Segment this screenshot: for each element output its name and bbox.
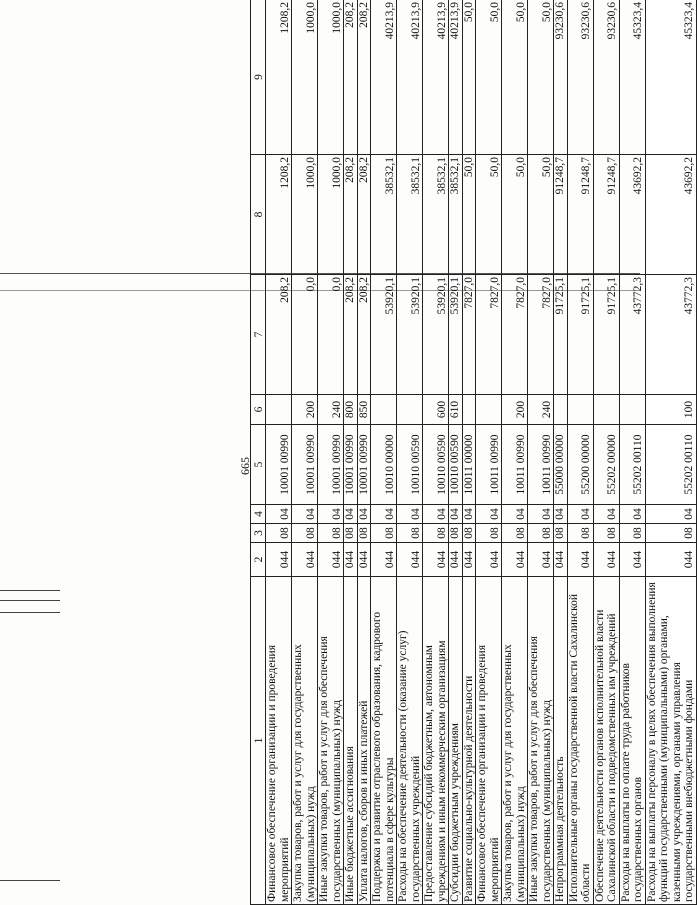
ministry-code-cell: 044 [462,543,476,577]
table-row [528,0,554,905]
amount-col9-cell: 40213,9 [397,0,423,155]
amount-col8-cell: 38532,1 [397,155,423,275]
column-header: 3 [251,524,266,543]
section-code-cell: 08 [593,524,619,543]
ministry-code-cell: 044 [357,543,371,577]
section-code-cell: 08 [645,524,696,543]
column-header: 5 [251,425,266,505]
expense-type-cell [619,395,645,425]
ministry-code-cell: 044 [449,543,463,577]
ministry-code-cell: 044 [619,543,645,577]
subsection-code-cell: 04 [318,505,344,524]
expenditure-name-cell: Субсидии бюджетным учреждениям [449,577,463,905]
amount-col7-cell: 7827,0 [528,275,554,395]
amount-col9-cell: 1000,0 [318,0,344,155]
amount-col7-cell: 43772,3 [645,275,696,395]
target-article-cell: 10001 00990 [292,425,318,505]
amount-col8-cell: 38532,1 [423,155,449,275]
subsection-code-cell: 04 [423,505,449,524]
expense-type-cell: 100 [645,395,696,425]
expenditure-name-cell: Расходы на выплаты по оплате труда работников государственных органов [619,577,645,905]
section-code-cell: 08 [423,524,449,543]
expenditure-name-cell: Расходы на выплаты персоналу в целях обеспечения выполнения функций государственными (муниципальными) органами, казенными учреждениями, органами управления государственными внебюджетными фондами [645,577,696,905]
expense-type-cell: 200 [292,395,318,425]
target-article-cell: 10010 00000 [371,425,397,505]
column-header: 4 [251,505,266,524]
expense-type-cell [593,395,619,425]
amount-col7-cell: 91725,1 [567,275,593,395]
amount-col8-cell: 50,0 [502,155,528,275]
section-code-cell: 08 [344,524,358,543]
amount-col8-cell: 208,2 [357,155,371,275]
amount-col9-cell: 50,0 [502,0,528,155]
page-number: 665 [238,457,252,475]
amount-col8-cell: 50,0 [476,155,502,275]
ministry-code-cell: 044 [528,543,554,577]
amount-col7-cell: 7827,0 [476,275,502,395]
table-row [476,0,502,905]
expense-type-cell: 800 [344,395,358,425]
amount-col8-cell: 208,2 [344,155,358,275]
section-code-cell: 08 [462,524,476,543]
table-row [619,0,645,905]
amount-col9-cell: 40213,9 [423,0,449,155]
expense-type-cell [476,395,502,425]
amount-col7-cell: 91725,1 [593,275,619,395]
expense-type-cell [371,395,397,425]
expenditure-name-cell: Иные закупки товаров, работ и услуг для обеспечения государственных (муниципальных) нужд [318,577,344,905]
expense-type-cell [397,395,423,425]
ministry-code-cell: 044 [292,543,318,577]
amount-col9-cell: 45323,4 [645,0,696,155]
table-row [318,0,344,905]
ministry-code-cell: 044 [318,543,344,577]
expenditure-name-cell: Финансовое обеспечение организации и проведения мероприятий [476,577,502,905]
amount-col9-cell: 93230,6 [567,0,593,155]
expense-type-cell: 850 [357,395,371,425]
table-row [371,0,397,905]
target-article-cell: 10011 00990 [476,425,502,505]
section-code-cell: 08 [266,524,292,543]
amount-col8-cell: 91248,7 [593,155,619,275]
subsection-code-cell: 04 [357,505,371,524]
amount-col9-cell: 50,0 [462,0,476,155]
section-code-cell: 08 [502,524,528,543]
amount-col9-cell: 93230,6 [593,0,619,155]
ministry-code-cell: 044 [567,543,593,577]
amount-col9-cell: 1000,0 [292,0,318,155]
amount-col8-cell: 50,0 [528,155,554,275]
subsection-code-cell: 04 [528,505,554,524]
table-row [423,0,449,905]
column-header: 6 [251,395,266,425]
ministry-code-cell: 044 [476,543,502,577]
target-article-cell: 10001 00990 [266,425,292,505]
table-row [266,0,292,905]
column-header: 9 [251,0,266,155]
expense-type-cell [567,395,593,425]
amount-col8-cell: 43692,2 [619,155,645,275]
subsection-code-cell: 04 [567,505,593,524]
section-code-cell: 08 [476,524,502,543]
amount-col8-cell: 50,0 [462,155,476,275]
table-row [397,0,423,905]
column-number-row [251,0,266,905]
table-row [462,0,476,905]
section-code-cell: 08 [528,524,554,543]
amount-col7-cell: 208,2 [266,275,292,395]
subsection-code-cell: 04 [462,505,476,524]
expenditure-name-cell: Предоставление субсидий бюджетным, автономным учреждениям и иным некоммерческим организациям [423,577,449,905]
subsection-code-cell: 04 [502,505,528,524]
amount-col7-cell: 53920,1 [397,275,423,395]
amount-col8-cell: 43692,2 [645,155,696,275]
expenditure-name-cell: Финансовое обеспечение организации и проведения мероприятий [266,577,292,905]
ministry-code-cell: 044 [593,543,619,577]
subsection-code-cell: 04 [266,505,292,524]
section-code-cell: 08 [318,524,344,543]
expense-type-cell: 240 [318,395,344,425]
table-row [449,0,463,905]
amount-col9-cell: 45323,4 [619,0,645,155]
target-article-cell: 10010 00590 [449,425,463,505]
amount-col9-cell: 208,2 [357,0,371,155]
subsection-code-cell: 04 [292,505,318,524]
section-code-cell: 08 [292,524,318,543]
expense-type-cell: 610 [449,395,463,425]
section-code-cell: 08 [554,524,568,543]
amount-col8-cell: 1000,0 [292,155,318,275]
amount-col7-cell: 53920,1 [371,275,397,395]
subsection-code-cell: 04 [449,505,463,524]
subsection-code-cell: 04 [593,505,619,524]
target-article-cell: 10001 00990 [318,425,344,505]
expense-type-cell [266,395,292,425]
ministry-code-cell: 044 [397,543,423,577]
ministry-code-cell: 044 [371,543,397,577]
column-header: 7 [251,275,266,395]
section-code-cell: 08 [397,524,423,543]
amount-col9-cell: 208,2 [344,0,358,155]
section-code-cell: 08 [449,524,463,543]
section-code-cell: 08 [567,524,593,543]
expenditure-name-cell: Закупка товаров, работ и услуг для государственных (муниципальных) нужд [502,577,528,905]
subsection-code-cell: 04 [344,505,358,524]
target-article-cell: 10001 00990 [357,425,371,505]
column-header: 2 [251,543,266,577]
amount-col7-cell: 53920,1 [449,275,463,395]
table-row [502,0,528,905]
ministry-code-cell: 044 [554,543,568,577]
table-row [357,0,371,905]
target-article-cell: 10010 00590 [397,425,423,505]
amount-col7-cell: 43772,3 [619,275,645,395]
expenditure-name-cell: Непрограммная деятельность [554,577,568,905]
amount-col9-cell: 50,0 [476,0,502,155]
amount-col7-cell: 7827,0 [502,275,528,395]
section-code-cell: 08 [371,524,397,543]
target-article-cell: 55202 00110 [645,425,696,505]
amount-col7-cell: 7827,0 [462,275,476,395]
amount-col8-cell: 91248,7 [554,155,568,275]
amount-col7-cell: 53920,1 [423,275,449,395]
target-article-cell: 10001 00990 [344,425,358,505]
amount-col9-cell: 93230,6 [554,0,568,155]
table-row [344,0,358,905]
table-row [645,0,696,905]
budget-table [250,0,697,905]
ministry-code-cell: 044 [423,543,449,577]
subsection-code-cell: 04 [397,505,423,524]
table-row [593,0,619,905]
target-article-cell: 10011 00990 [502,425,528,505]
amount-col7-cell: 91725,1 [554,275,568,395]
target-article-cell: 10010 00590 [423,425,449,505]
column-header: 1 [251,577,266,905]
expense-type-cell [554,395,568,425]
ministry-code-cell: 044 [344,543,358,577]
amount-col8-cell: 1208,2 [266,155,292,275]
subsection-code-cell: 04 [619,505,645,524]
expenditure-name-cell: Иные закупки товаров, работ и услуг для обеспечения государственных (муниципальных) нужд [528,577,554,905]
expenditure-name-cell: Закупка товаров, работ и услуг для государственных (муниципальных) нужд [292,577,318,905]
target-article-cell: 55000 00000 [554,425,568,505]
expense-type-cell: 200 [502,395,528,425]
expense-type-cell: 600 [423,395,449,425]
amount-col9-cell: 40213,9 [449,0,463,155]
expenditure-name-cell: Уплата налогов, сборов и иных платежей [357,577,371,905]
expenditure-name-cell: Обеспечение деятельности органов исполнительной власти Сахалинской области и подведомственных им учреждений [593,577,619,905]
amount-col8-cell: 1000,0 [318,155,344,275]
ministry-code-cell: 044 [266,543,292,577]
expenditure-name-cell: Иные бюджетные ассигнования [344,577,358,905]
ministry-code-cell: 044 [502,543,528,577]
ministry-code-cell: 044 [645,543,696,577]
section-code-cell: 08 [357,524,371,543]
subsection-code-cell: 04 [645,505,696,524]
amount-col7-cell: 0,0 [318,275,344,395]
expenditure-name-cell: Развитие социально-культурной деятельности [462,577,476,905]
amount-col9-cell: 40213,9 [371,0,397,155]
subsection-code-cell: 04 [476,505,502,524]
target-article-cell: 10011 00000 [462,425,476,505]
amount-col9-cell: 50,0 [528,0,554,155]
column-header: 8 [251,155,266,275]
table-row [567,0,593,905]
table-row [554,0,568,905]
amount-col9-cell: 1208,2 [266,0,292,155]
expense-type-cell: 240 [528,395,554,425]
table-row [292,0,318,905]
expenditure-name-cell: Поддержка и развитие отраслевого образования, кадрового потенциала в сфере культуры [371,577,397,905]
target-article-cell: 55200 00000 [567,425,593,505]
target-article-cell: 55202 00000 [593,425,619,505]
subsection-code-cell: 04 [371,505,397,524]
target-article-cell: 55202 00110 [619,425,645,505]
section-code-cell: 08 [619,524,645,543]
expense-type-cell [462,395,476,425]
expenditure-name-cell: Исполнительные органы государственной власти Сахалинской области [567,577,593,905]
amount-col8-cell: 38532,1 [449,155,463,275]
subsection-code-cell: 04 [554,505,568,524]
target-article-cell: 10011 00990 [528,425,554,505]
amount-col8-cell: 91248,7 [567,155,593,275]
amount-col7-cell: 208,2 [357,275,371,395]
expenditure-name-cell: Расходы на обеспечение деятельности (оказание услуг) государственных учреждений [397,577,423,905]
amount-col7-cell: 208,2 [344,275,358,395]
amount-col8-cell: 38532,1 [371,155,397,275]
amount-col7-cell: 0,0 [292,275,318,395]
